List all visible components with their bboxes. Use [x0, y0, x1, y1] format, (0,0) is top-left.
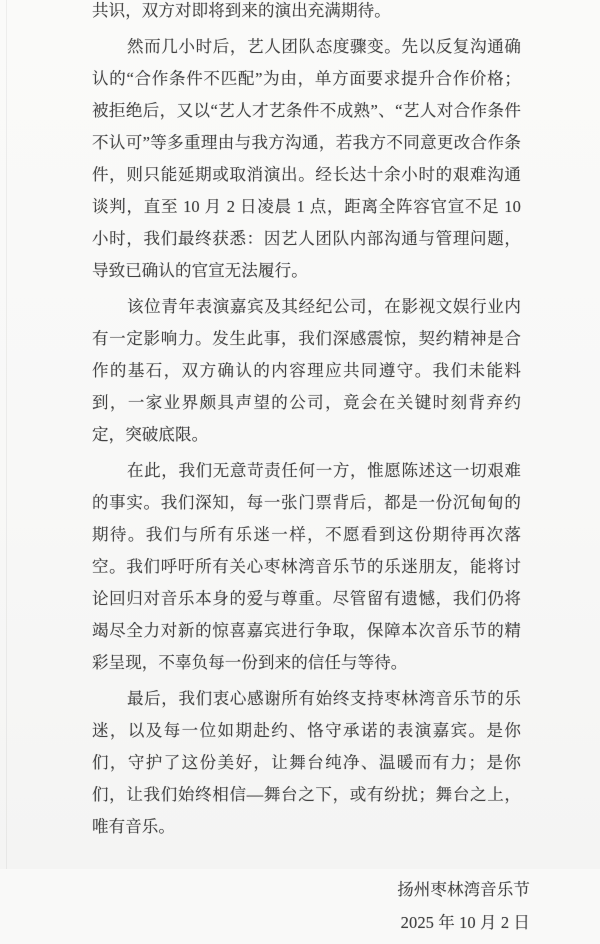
signature-organization: 扬州枣林湾音乐节 [397, 880, 530, 899]
statement-paragraph-agency-reputation: 该位青年表演嘉宾及其经纪公司，在影视文娱行业内有一定影响力。发生此事，我们深感震惊，契约精神是合作的基石，双方确认的内容理应共同遵守。我们未能料到，一家业界颇具声望的公司，竟会在关键时刻背弃约定，突破底限。 [92, 297, 521, 444]
statement-paragraph-continuation: 共识，双方对即将到来的演出充满期待。 [92, 1, 391, 20]
statement-paragraph-artist-team-change: 然而几小时后，艺人团队态度骤变。先以反复沟通确认的“合作条件不匹配”为由，单方面要求提升合作价格；被拒绝后，又以“艺人才艺条件不成熟”、“艺人对合作条件不认可”等多重理由与我方沟通，若我方不同意更改合作条件，则只能延期或取消演出。经长达十余小时的艰难沟通谈判，直至 10 月 2 日凌晨 1 点，距离全阵容官宣不足 10 小时，我们最终获悉：因艺人团队内部沟通与管理问题，导致已确认的官宣无法履行。 [92, 37, 521, 280]
signature-block [92, 873, 530, 939]
statement-paragraph-fans-appeal: 在此，我们无意苛责任何一方，惟愿陈述这一切艰难的事实。我们深知，每一张门票背后，都是一份沉甸甸的期待。我们与所有乐迷一样，不愿看到这份期待再次落空。我们呼吁所有关心枣林湾音乐节的乐迷朋友，能将讨论回归对音乐本身的爱与尊重。尽管留有遗憾，我们仍将竭尽全力对新的惊喜嘉宾进行争取，保障本次音乐节的精彩呈现，不辜负每一份到来的信任与等待。 [92, 461, 521, 672]
signature-date: 2025 年 10 月 2 日 [400, 913, 530, 932]
statement-paragraph-thanks: 最后，我们衷心感谢所有始终支持枣林湾音乐节的乐迷，以及每一位如期赴约、恪守承诺的表演嘉宾。是你们，守护了这份美好，让舞台纯净、温暖而有力；是你们，让我们始终相信—舞台之下，或有纷扰；舞台之上，唯有音乐。 [92, 689, 521, 836]
